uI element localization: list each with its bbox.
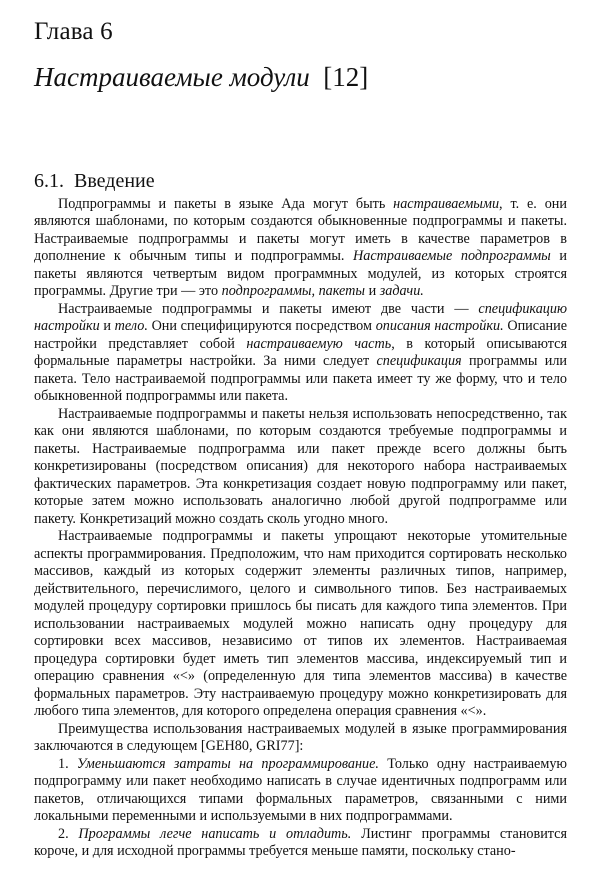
- text-run: Только одну настраиваемую подпрограмму или пакет необходимо написать в случае идентичных подпрограмм или пакетов, отличающихся типами формальных параметров, связанными с ними локальными переменными и используемыми в них подпрограммами.: [34, 755, 568, 824]
- paragraph: [34, 528, 567, 721]
- text-run: Настраиваемые подпрограммы и пакеты имеют две части —: [58, 300, 479, 317]
- paragraph: [34, 301, 567, 406]
- text-run: Листинг программы становится: [351, 825, 567, 842]
- emphasized-term: описания настройки.: [375, 318, 504, 334]
- paragraph-line: [34, 826, 567, 844]
- emphasized-term: подпрограммы, пакеты: [221, 283, 366, 299]
- paragraph: [34, 196, 567, 301]
- section-title: Введение: [74, 170, 155, 192]
- emphasized-term: настраиваемую часть: [246, 335, 392, 352]
- emphasized-term: Уменьшаются затраты на программирование.: [76, 755, 379, 772]
- text-run: Настраиваемые подпрограммы и пакеты нельзя использовать непосредственно, так как они являются шаблонами, по которым создаются требуемые подпрограммы и пакеты. Настраиваемые подпрограмма или пакет прежде всего должны быть конкретизированы (посредством описания) для некоторого набора настраиваемых фактических параметров. Эта конкретизация создает новую подпрограмму или пакет, которые затем можно использовать аналогично любой другой подпрограмме или пакету. Конкретизаций можно создать сколь угодно много.: [34, 405, 567, 527]
- text-run: 1.: [58, 755, 77, 772]
- chapter-number: Глава 6: [34, 18, 113, 45]
- text-run: Описание настройки представляет собой: [34, 318, 568, 352]
- text-run: и: [365, 283, 380, 299]
- paragraph: [34, 406, 567, 529]
- text-run: 2.: [58, 825, 79, 842]
- emphasized-term: Программы легче написать и отладить.: [78, 825, 352, 842]
- chapter-title-reference: [12]: [323, 62, 369, 92]
- emphasized-term: настраиваемыми: [393, 195, 500, 212]
- emphasized-term: спецификацию настройки: [34, 300, 567, 334]
- text-run: короче, и для исходной программы требуется меньше памяти, поскольку стано-: [34, 843, 516, 859]
- text-run: Они специфицируются посредством: [147, 318, 376, 334]
- chapter-title-text: Настраиваемые модули: [34, 62, 310, 92]
- text-run: и: [99, 318, 115, 334]
- paragraph: [34, 756, 567, 826]
- section-heading: [34, 170, 155, 193]
- text-run: Подпрограммы и пакеты в языке Ада могут быть: [58, 195, 394, 212]
- emphasized-term: спецификация: [376, 353, 462, 369]
- emphasized-term: тело.: [114, 318, 148, 334]
- text-run: , т. е. они являются шаблонами, по которым создаются обыкновенные подпрограммы и пакеты. Настраиваемые подпрограммы и пакеты могут иметь в качестве параметров в дополнение к обычным типы и подпрограммы.: [34, 195, 567, 264]
- emphasized-term: задачи.: [379, 283, 424, 299]
- body-text: [34, 196, 567, 861]
- chapter-title: [34, 62, 368, 93]
- text-run: программы или пакета. Тело настраиваемой подпрограммы или пакета имеет ту же форму, что и тело обыкновенной подпрограммы или пакета.: [34, 353, 568, 404]
- paragraph: [34, 721, 567, 756]
- text-run: , в который описываются формальные параметры настройки. За ними следует: [34, 335, 567, 369]
- text-run: и пакеты являются четвертым видом программных модулей, из которых строятся программы. Другие три — это: [34, 248, 567, 299]
- text-run: Настраиваемые подпрограммы и пакеты упрощают некоторые утомительные аспекты программирования. Предположим, что нам приходится сортировать несколько массивов, каждый из которых содержит элементы различных типов, например, действительного, перечислимого, целого и символьного типов. Без настраиваемых модулей процедуру сортировки пришлось бы писать для каждого типа элементов. При использовании настраиваемых модулей можно написать одну процедуру для сортировки всех массивов, независимо от типов их элементов. Настраиваемая процедура сортировки будет иметь тип элементов массива, индексируемый тип и операцию сравнения «<» (определенную для типа элементов массива) в качестве формальных параметров. Эту настраиваемую процедуру можно конкретизировать для любого типа элементов, для которого определена операция сравнения «<».: [34, 528, 567, 719]
- text-run: Преимущества использования настраиваемых модулей в языке программирования заключаются в следующем [GEH80, GRI77]:: [34, 720, 567, 754]
- section-number: 6.1.: [34, 170, 64, 192]
- paragraph-line: [34, 843, 567, 861]
- emphasized-term: Настраиваемые подпрограммы: [353, 248, 551, 264]
